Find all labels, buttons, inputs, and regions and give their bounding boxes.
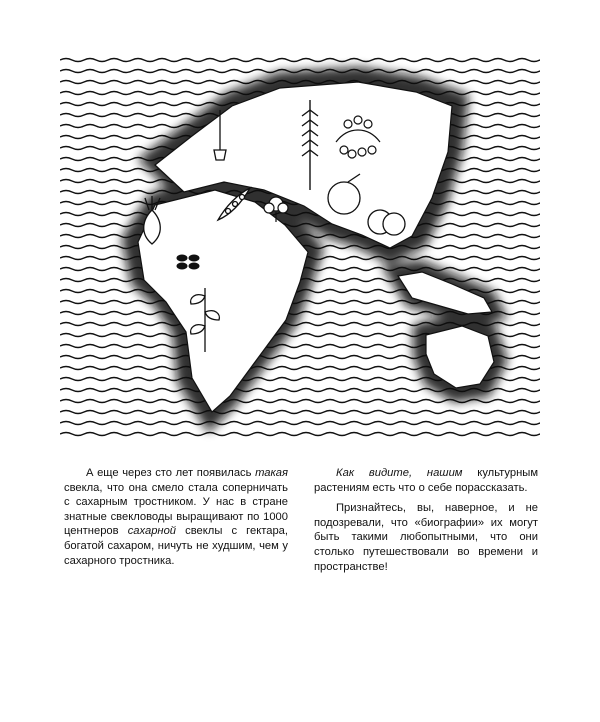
emphasis: Как видите, [336,467,413,479]
wave-line [60,59,540,62]
text-run: А еще через сто лет появилась [86,467,256,479]
text-run: Признайтесь, вы, наверное, и не подозревали, что «биографии» их могут быть такими любопытными, что они столько путешествовали во времени и пространстве! [314,502,538,573]
beet-icon [144,196,161,244]
text-run: свеклы с гектара, богатой сахаром, ничуть не худшим, чем у сахарного тростника. [64,525,288,567]
text-column-right [314,466,538,574]
text-run [412,467,427,479]
paragraph [314,466,538,495]
paragraph [64,466,288,568]
world-map-illustration [60,40,540,450]
emphasis: нашим [426,467,463,479]
wave-line [60,433,540,436]
wave-line [60,400,540,403]
paragraph [314,501,538,574]
text-run: свекла, что она смело стала соперничать с сахарным тростником. У нас в стране знатные свекловоды выращивают по 1000 центнеров [64,481,288,538]
wave-line [60,411,540,414]
emphasis: сахарной [127,525,177,538]
peach-icon [368,210,405,235]
text-run: культурным растениям есть что о себе порассказать. [314,467,539,494]
text-column-left [64,466,288,568]
wave-line [60,422,540,425]
emphasis: такая [255,467,288,479]
